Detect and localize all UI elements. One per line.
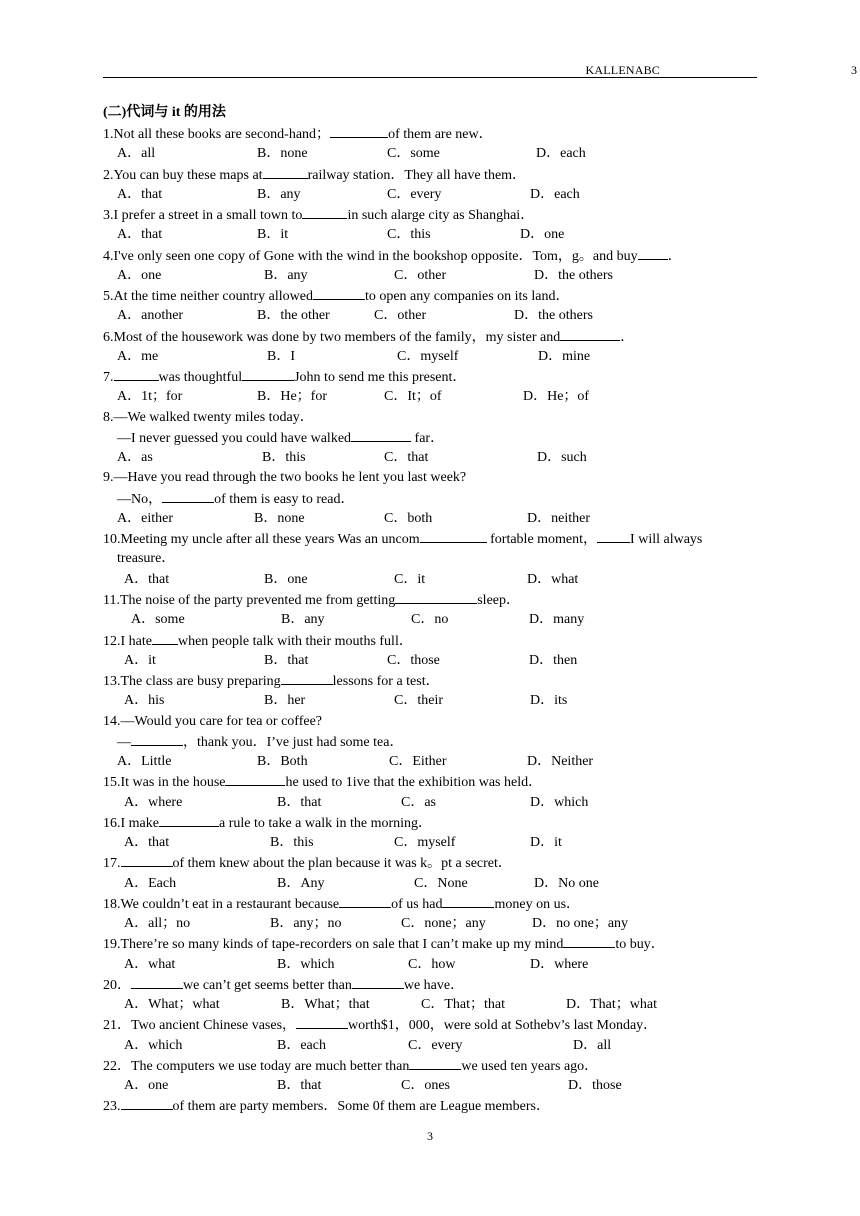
- answer-blank: [121, 853, 173, 867]
- answer-option: C．how: [408, 957, 456, 972]
- question-continuation: treasure．: [117, 551, 176, 566]
- answer-blank: [313, 286, 365, 300]
- answer-option: C．That；that: [421, 997, 505, 1012]
- answer-option: A．another: [117, 308, 184, 323]
- answer-option: A．that: [117, 227, 163, 242]
- answer-option: A．Each: [124, 876, 177, 891]
- answer-blank: [420, 529, 487, 543]
- question-text: 10.Meeting my uncle after all these years Was an uncom fortable moment， I will always: [103, 529, 702, 549]
- answer-option: B．What；that: [281, 997, 370, 1012]
- question-text: 2.You can buy these maps at railway station．They all have them．: [103, 165, 526, 185]
- answer-option: A．What；what: [124, 997, 220, 1012]
- question-text: 18.We couldn’t eat in a restaurant because of us had money on us．: [103, 894, 580, 914]
- question-text: 15.It was in the house he used to 1ive that the exhibition was held．: [103, 772, 542, 792]
- answer-option: A．all: [117, 146, 156, 161]
- answer-option: B．that: [277, 795, 322, 810]
- answer-option: B．which: [277, 957, 335, 972]
- answer-blank: [281, 671, 333, 685]
- answer-option: C．that: [384, 450, 429, 465]
- question-text: 14.—Would you care for tea or coffee?: [103, 714, 323, 729]
- answer-option: C．every: [387, 187, 442, 202]
- answer-option: A．his: [124, 693, 165, 708]
- answer-option: D．its: [530, 693, 568, 708]
- answer-option: A．as: [117, 450, 153, 465]
- answer-option: A．one: [117, 268, 162, 283]
- question-text: 21．Two ancient Chinese vases， worth$1，000，were sold at Sothebv’s last Monday．: [103, 1015, 657, 1035]
- answer-option: B．Any: [277, 876, 325, 891]
- answer-option: A．that: [117, 187, 163, 202]
- header-rule: [103, 77, 757, 78]
- answer-option: C．None: [414, 876, 468, 891]
- answer-blank: [638, 246, 668, 260]
- answer-blank: [121, 1096, 173, 1110]
- answer-option: D．such: [537, 450, 587, 465]
- question-text: 7. was thoughtful John to send me this present．: [103, 367, 466, 387]
- answer-option: B．that: [264, 653, 309, 668]
- answer-option: B．this: [262, 450, 306, 465]
- answer-option: D．which: [530, 795, 589, 810]
- answer-option: D．Neither: [527, 754, 594, 769]
- question-text: 4.I've only seen one copy of Gone with the wind in the bookshop opposite．Tom，g。and buy ．: [103, 246, 682, 266]
- answer-blank: [330, 124, 388, 138]
- answer-option: C．other: [394, 268, 447, 283]
- answer-option: C．other: [374, 308, 427, 323]
- answer-option: D．That；what: [566, 997, 657, 1012]
- answer-option: B．the other: [257, 308, 330, 323]
- answer-blank: [563, 934, 615, 948]
- answer-option: D．all: [573, 1038, 612, 1053]
- answer-option: C．none；any: [401, 916, 486, 931]
- answer-blank: [442, 894, 494, 908]
- answer-option: A．some: [131, 612, 185, 627]
- answer-blank: [263, 165, 308, 179]
- answer-blank: [152, 631, 178, 645]
- answer-blank: [162, 489, 214, 503]
- answer-option: C．It；of: [384, 389, 442, 404]
- answer-option: A．1t；for: [117, 389, 183, 404]
- answer-option: B．this: [270, 835, 314, 850]
- answer-option: A．that: [124, 572, 170, 587]
- answer-blank: [131, 975, 183, 989]
- question-text: 5.At the time neither country allowed to open any companies on its land．: [103, 286, 569, 306]
- answer-option: B．Both: [257, 754, 308, 769]
- answer-option: D．the others: [534, 268, 613, 283]
- answer-option: D．the others: [514, 308, 593, 323]
- answer-option: D．No one: [534, 876, 599, 891]
- answer-blank: [296, 1015, 348, 1029]
- answer-option: C．every: [408, 1038, 463, 1053]
- answer-option: D．mine: [538, 349, 591, 364]
- answer-option: B．her: [264, 693, 306, 708]
- question-text: 13.The class are busy preparing lessons for a test．: [103, 671, 440, 691]
- question-text: 22．The computers we use today are much better than we used ten years ago．: [103, 1056, 598, 1076]
- answer-option: C．this: [387, 227, 431, 242]
- answer-option: C．both: [384, 511, 433, 526]
- answer-blank: [159, 813, 219, 827]
- question-text: 9.—Have you read through the two books he lent you last week?: [103, 470, 467, 485]
- question-text: 3.I prefer a street in a small town to in such alarge city as Shanghai．: [103, 205, 534, 225]
- answer-option: D．neither: [527, 511, 590, 526]
- answer-option: B．any；no: [270, 916, 342, 931]
- answer-option: A．what: [124, 957, 176, 972]
- question-text: 23. of them are party members．Some 0f them are League members．: [103, 1096, 550, 1116]
- answer-option: D．where: [530, 957, 589, 972]
- answer-blank: [339, 894, 391, 908]
- answer-option: A．that: [124, 835, 170, 850]
- answer-option: B．none: [254, 511, 305, 526]
- answer-option: D．one: [520, 227, 565, 242]
- answer-option: C．those: [387, 653, 440, 668]
- question-text: 11.The noise of the party prevented me from getting sleep．: [103, 590, 520, 610]
- answer-option: D．no one；any: [532, 916, 629, 931]
- answer-blank: [225, 772, 285, 786]
- answer-option: B．He；for: [257, 389, 327, 404]
- footer-page-number: 3: [427, 1129, 433, 1143]
- answer-blank: [597, 529, 630, 543]
- answer-blank: [131, 732, 183, 746]
- answer-option: C．myself: [394, 835, 456, 850]
- answer-option: C．some: [387, 146, 440, 161]
- answer-option: B．that: [277, 1078, 322, 1093]
- answer-option: A．where: [124, 795, 183, 810]
- section-title: (二)代词与 it 的用法: [103, 105, 226, 120]
- answer-option: B．it: [257, 227, 289, 242]
- question-text: 12.I hate when people talk with their mouths full．: [103, 631, 413, 651]
- question-continuation: —No， of them is easy to read．: [117, 489, 354, 509]
- answer-blank: [114, 367, 159, 381]
- answer-option: B．each: [277, 1038, 326, 1053]
- answer-option: B．any: [281, 612, 325, 627]
- question-continuation: —I never guessed you could have walked far．: [117, 428, 444, 448]
- answer-option: D．then: [529, 653, 578, 668]
- answer-option: B．any: [264, 268, 308, 283]
- header-page-number: 3: [851, 63, 857, 77]
- question-continuation: — ，thank you．I’ve just had some tea．: [117, 732, 403, 752]
- answer-blank: [409, 1056, 461, 1070]
- answer-option: C．their: [394, 693, 443, 708]
- answer-option: A．which: [124, 1038, 183, 1053]
- answer-option: B．any: [257, 187, 301, 202]
- answer-option: D．it: [530, 835, 562, 850]
- answer-blank: [242, 367, 294, 381]
- answer-option: A．me: [117, 349, 159, 364]
- answer-option: A．one: [124, 1078, 169, 1093]
- header-title: KALLENABC: [585, 63, 660, 77]
- answer-option: B．one: [264, 572, 308, 587]
- answer-blank: [351, 428, 411, 442]
- answer-option: C．Either: [389, 754, 447, 769]
- answer-option: B．none: [257, 146, 308, 161]
- answer-option: C．it: [394, 572, 426, 587]
- answer-blank: [560, 327, 620, 341]
- question-text: 17. of them knew about the plan because it was k。pt a secret．: [103, 853, 512, 873]
- answer-option: C．no: [411, 612, 449, 627]
- answer-option: D．many: [529, 612, 585, 627]
- answer-option: A．either: [117, 511, 173, 526]
- question-text: 16.I make a rule to take a walk in the morning．: [103, 813, 432, 833]
- answer-option: D．each: [536, 146, 586, 161]
- answer-option: C．myself: [397, 349, 459, 364]
- question-text: 1.Not all these books are second-hand； of them are new．: [103, 124, 493, 144]
- answer-option: C．ones: [401, 1078, 450, 1093]
- answer-option: C．as: [401, 795, 436, 810]
- question-text: 6.Most of the housework was done by two members of the family，my sister and ．: [103, 327, 634, 347]
- answer-blank: [352, 975, 404, 989]
- answer-option: A．it: [124, 653, 156, 668]
- answer-option: D．what: [527, 572, 579, 587]
- answer-option: B．I: [267, 349, 295, 364]
- answer-option: A．all；no: [124, 916, 191, 931]
- answer-option: A．Little: [117, 754, 172, 769]
- answer-option: D．He；of: [523, 389, 590, 404]
- question-text: 19.There’re so many kinds of tape-recorders on sale that I can’t make up my mind to buy．: [103, 934, 665, 954]
- question-text: 20． we can’t get seems better than we have．: [103, 975, 464, 995]
- answer-option: D．those: [568, 1078, 622, 1093]
- answer-blank: [302, 205, 347, 219]
- question-text: 8.—We walked twenty miles today．: [103, 410, 314, 425]
- answer-blank: [395, 590, 477, 604]
- answer-option: D．each: [530, 187, 580, 202]
